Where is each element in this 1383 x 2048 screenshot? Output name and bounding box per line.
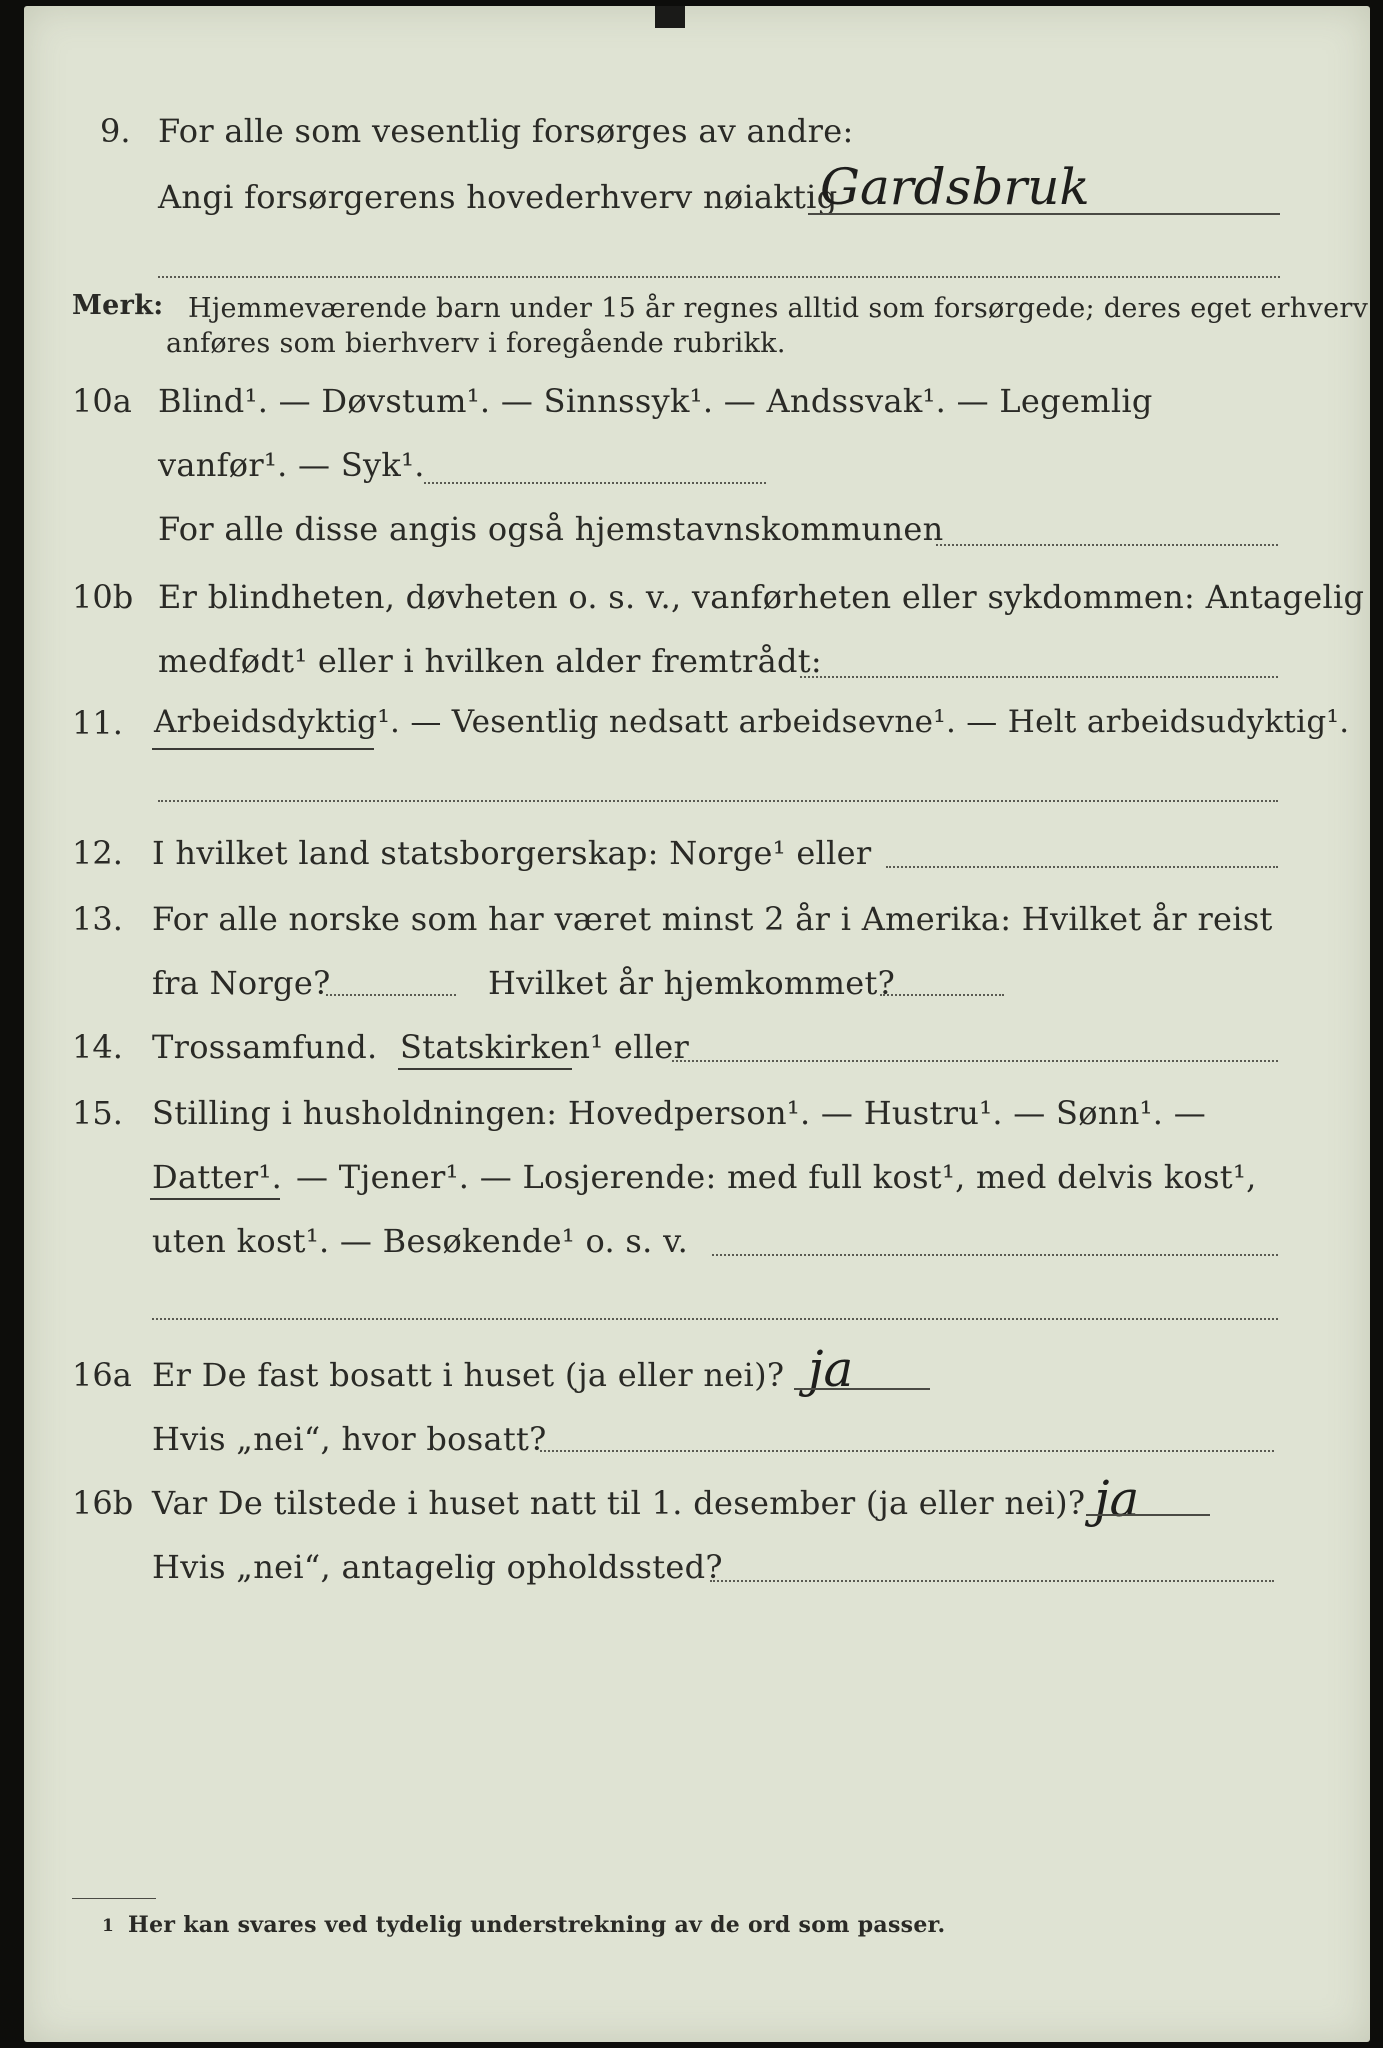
q12-line1: I hvilket land statsborgerskap: Norge¹ eller (152, 834, 872, 872)
q9-number: 9. (100, 112, 131, 150)
q14-answer-line (672, 1060, 1278, 1062)
q10b-number: 10b (72, 578, 134, 616)
q10b-line2: medfødt¹ eller i hvilken alder fremtrådt: (158, 642, 822, 680)
binding-mark (655, 6, 685, 28)
q15-datter-underline (150, 1198, 280, 1200)
q10a-kommune-line (936, 544, 1278, 546)
q15-line3: uten kost¹. — Besøkende¹ o. s. v. (152, 1222, 689, 1260)
q9-line2: Angi forsørgerens hovederhverv nøiaktig (158, 178, 838, 216)
q15-line2a: Datter¹. (152, 1158, 283, 1196)
q11-line1: Arbeidsdyktig¹. — Vesentlig nedsatt arbeidsevne¹. — Helt arbeidsudyktig¹. (154, 704, 1350, 740)
q12-number: 12. (72, 834, 123, 872)
q15-number: 15. (72, 1094, 123, 1132)
q16a-number: 16a (72, 1356, 132, 1394)
q11-arbeidsdyktig-underline (152, 748, 374, 750)
q11-answer-line (158, 800, 1278, 802)
q13-line2b: Hvilket år hjemkommet? (488, 964, 896, 1002)
q15-line2b: — Tjener¹. — Losjerende: med full kost¹, med delvis kost¹, (296, 1158, 1257, 1196)
merk-label: Merk: (72, 290, 164, 321)
footnote-text: Her kan svares ved tydelig understrekning av de ord som passer. (128, 1912, 946, 1938)
q16b-number: 16b (72, 1484, 134, 1522)
footnote-rule (72, 1898, 156, 1899)
q13-reist-line (326, 994, 456, 996)
q11-number: 11. (72, 704, 123, 742)
q14-statskirken-underline (398, 1068, 572, 1070)
q15-line1: Stilling i husholdningen: Hovedperson¹. — Hustru¹. — Sønn¹. — (152, 1094, 1207, 1132)
merk-line2: anføres som bierhverv i foregående rubrikk. (166, 328, 786, 359)
q16a-line2: Hvis „nei“, hvor bosatt? (152, 1420, 547, 1458)
q16a-line1: Er De fast bosatt i huset (ja eller nei)? (152, 1356, 785, 1394)
q16a-answer-handwritten: ja (808, 1340, 854, 1398)
q9-line1: For alle som vesentlig forsørges av andre: (158, 112, 854, 150)
q10b-line1: Er blindheten, døvheten o. s. v., vanførheten eller sykdommen: Antagelig (158, 578, 1365, 616)
q9-extra-line (158, 276, 1280, 278)
q16a-answer-line (794, 1388, 930, 1390)
q16b-answer-line (1086, 1514, 1210, 1516)
q10b-answer-line (800, 676, 1278, 678)
q10a-syk-line (424, 482, 766, 484)
q13-number: 13. (72, 900, 123, 938)
q16b-line2: Hvis „nei“, antagelig opholdssted? (152, 1548, 723, 1586)
q16a-bosatt-line (540, 1450, 1274, 1452)
q13-line2a: fra Norge? (152, 964, 331, 1002)
q13-hjemkommet-line (880, 994, 1004, 996)
q9-answer-line (808, 213, 1280, 215)
q10a-line2: vanfør¹. — Syk¹. (158, 446, 425, 484)
q10a-number: 10a (72, 382, 132, 420)
footnote-marker: 1 (102, 1916, 115, 1936)
q10a-line1: Blind¹. — Døvstum¹. — Sinnssyk¹. — Andssvak¹. — Legemlig (158, 382, 1153, 420)
q16b-line1: Var De tilstede i huset natt til 1. desember (ja eller nei)? (152, 1484, 1086, 1522)
q15-answer-line (712, 1254, 1278, 1256)
q9-answer-handwritten: Gardsbruk (820, 158, 1090, 216)
q12-answer-line (886, 866, 1278, 868)
q14-number: 14. (72, 1028, 123, 1066)
q10a-line3: For alle disse angis også hjemstavnskommunen (158, 510, 944, 548)
q15-extra-line (152, 1318, 1278, 1320)
q14-line1b: Statskirken¹ eller (400, 1028, 690, 1066)
merk-line1: Hjemmeværende barn under 15 år regnes alltid som forsørgede; deres eget erhverv (188, 293, 1369, 324)
q13-line1: For alle norske som har været minst 2 år i Amerika: Hvilket år reist (152, 900, 1273, 938)
q16b-answer-handwritten: ja (1094, 1470, 1140, 1528)
q14-line1a: Trossamfund. (152, 1028, 378, 1066)
q16b-opholdssted-line (710, 1580, 1274, 1582)
